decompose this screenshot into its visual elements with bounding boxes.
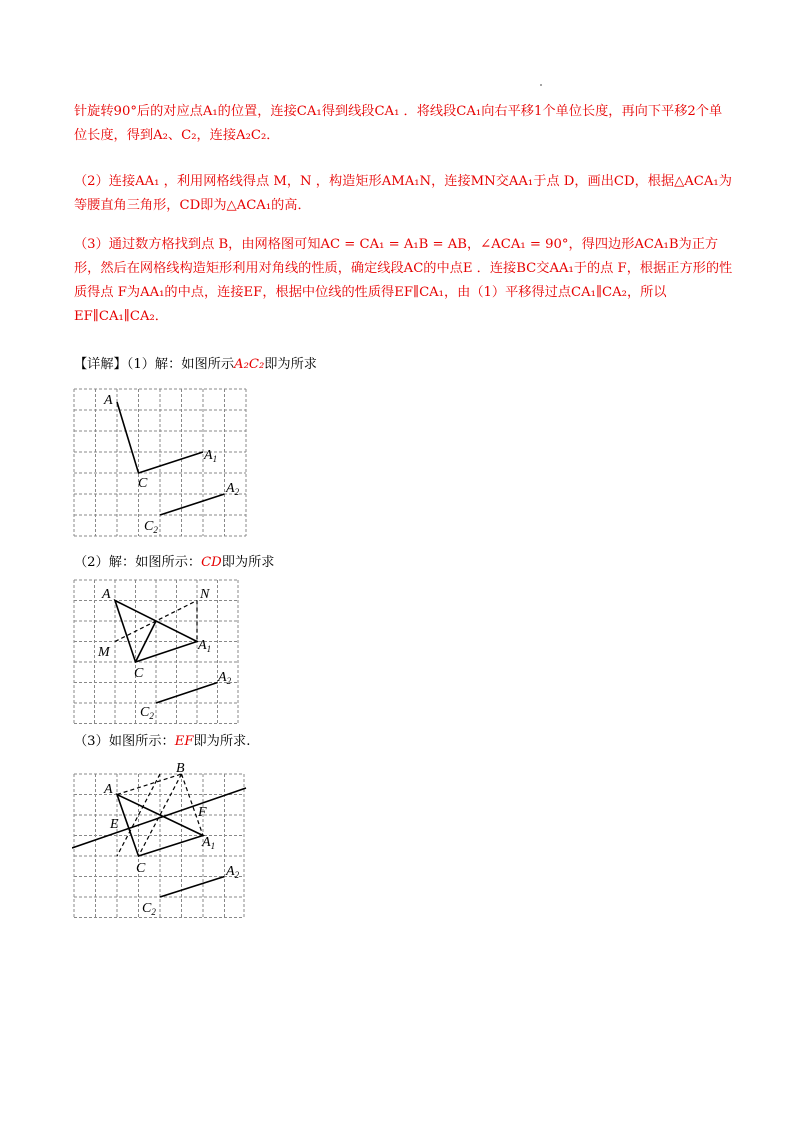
label-C: C <box>134 666 144 681</box>
label-A: A <box>102 587 111 602</box>
label-A: A <box>104 393 113 408</box>
label-A1: $A_1$ <box>202 835 216 851</box>
label-A2: $A_2$ <box>226 481 240 497</box>
caption-3 <box>74 732 250 752</box>
label-A2: $A_2$ <box>218 670 232 686</box>
caption-3-post: 即为所求. <box>193 734 251 749</box>
label-A1: $A_1$ <box>198 638 212 654</box>
caption-2-pre: （2）解：如图所示： <box>74 555 202 570</box>
paragraph-continuation: 针旋转90°后的对应点A₁的位置，连接CA₁得到线段CA₁ ．将线段CA₁向右平移1个单位长度，再向下平移2个单位长度，得到A₂、C₂，连接A₂C₂． <box>74 104 723 143</box>
caption-3-pre: （3）如图所示： <box>74 734 175 749</box>
label-C2: $C_2$ <box>140 705 154 721</box>
label-A1: $A_1$ <box>204 448 218 464</box>
segment-C2-A2 <box>160 494 225 515</box>
detail-bracket: 【详解】 <box>74 357 127 372</box>
figure-3-gridlines <box>74 774 244 918</box>
figure-2-grid <box>72 577 252 732</box>
segment-C2-A2 <box>160 877 225 898</box>
label-B: B <box>176 761 185 776</box>
paragraph-part3: （3）通过数方格找到点 B，由网格图可知AC = CA₁ = A₁B = AB，∠ACA₁ = 90°，得四边形ACA₁B为正方形，然后在网格线构造矩形利用对角线的性质，确定线段AC的中点E ．连接BC交AA₁于的点 F，根据正方形的性质得点 F为AA₁的中点，连接EF，根据中位线的性质得EF∥CA₁，由（1）平移得过点CA₁∥CA₂，所以EF∥CA₁∥CA₂． <box>74 237 733 324</box>
segment-A-C-A1 <box>117 402 203 473</box>
dashed-A-B <box>117 774 182 795</box>
label-C2: $C_2$ <box>142 901 156 917</box>
label-A2: $A_2$ <box>226 864 240 880</box>
label-N: N <box>200 587 210 602</box>
caption-3-math: EF <box>174 734 194 749</box>
label-C2: $C_2$ <box>144 519 158 535</box>
figure-1-grid <box>72 386 252 541</box>
figure-3-grid <box>72 760 252 925</box>
detail-part1-end: 即为所求 <box>264 357 317 372</box>
label-M: M <box>98 645 110 660</box>
label-C: C <box>138 476 148 491</box>
detail-part1-math: A₂C₂ <box>234 357 265 372</box>
label-E: E <box>110 817 119 832</box>
label-F: F <box>198 805 207 820</box>
detail-part1: （1）解：如图所示 <box>126 357 235 372</box>
caption-2 <box>74 553 275 573</box>
caption-2-math: CD <box>201 555 222 570</box>
detail-heading <box>74 355 317 375</box>
caption-2-post: 即为所求 <box>221 555 275 570</box>
paragraph-part2: （2）连接AA₁ ，利用网格线得点 M，N ，构造矩形AMA₁N，连接MN交AA₁于点 D，画出CD，根据△ACA₁为等腰直角三角形，CD即为△ACA₁的高． <box>74 174 732 213</box>
figure-1-gridlines <box>74 389 246 536</box>
label-C: C <box>136 861 146 876</box>
label-A: A <box>104 782 113 797</box>
stray-dot <box>540 84 542 86</box>
segment-C2-A2 <box>156 683 218 704</box>
